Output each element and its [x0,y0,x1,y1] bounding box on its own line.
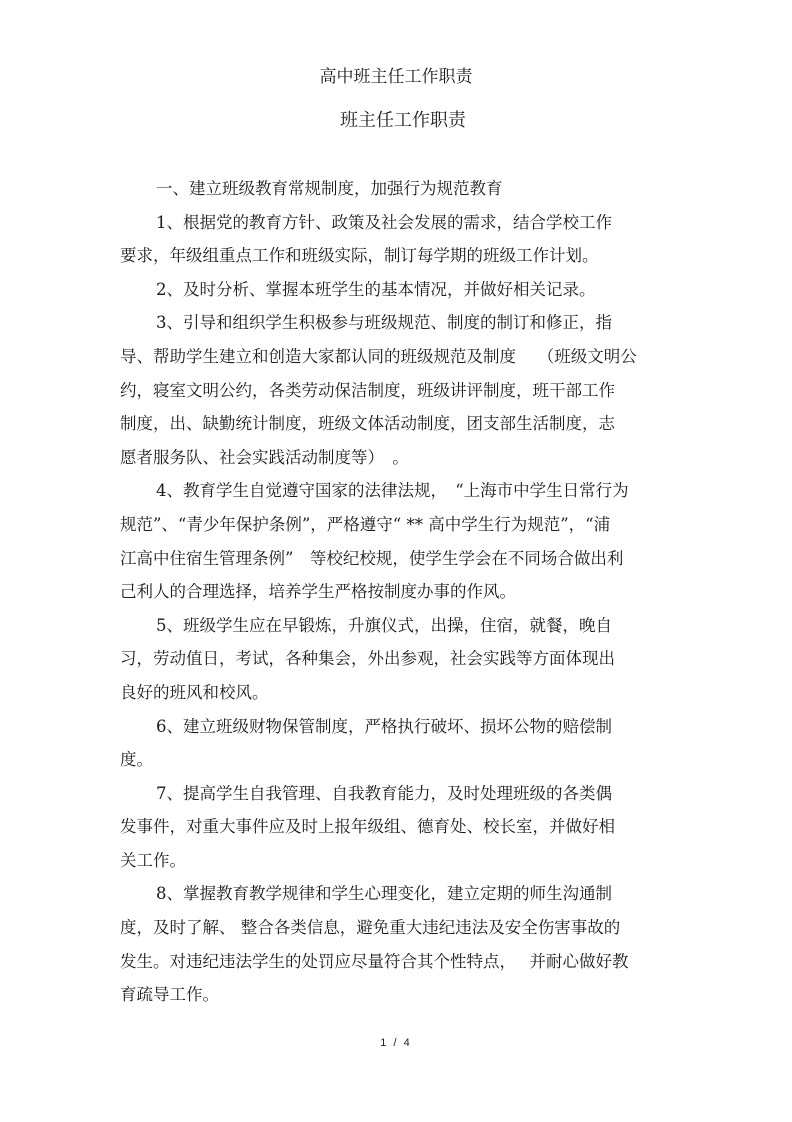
paragraph-line: 6、建立班级财物保管制度，严格执行破坏、损坏公物的赔偿制 [156,716,612,736]
paragraph-line: 8、掌握教育教学规律和学生心理变化，建立定期的师生沟通制 [156,884,612,904]
paragraph-line: 要求，年级组重点工作和班级实际，制订每学期的班级工作计划。 [120,246,599,266]
paragraph-line: 导、帮助学生建立和创造大家都认同的班级规范及制度 （班级文明公 [120,346,637,366]
paragraph-line: 发生。对违纪违法学生的处罚应尽量符合其个性特点， 并耐心做好教 [120,951,629,971]
paragraph-line: 规范”、“青少年保护条例”，严格遵守“ ** 高中学生行为规范”，“浦 [120,514,611,534]
paragraph-line: 江高中住宿生管理条例” 等校纪校规，使学生学会在不同场合做出利 [120,548,624,568]
paragraph-line: 7、提高学生自我管理、自我教育能力，及时处理班级的各类偶 [156,783,612,803]
paragraph-line: 育疏导工作。 [120,985,219,1005]
paragraph-line: 3、引导和组织学生积极参与班级规范、制度的制订和修正，指 [156,313,612,333]
paragraph-line: 发事件，对重大事件应及时上报年级组、德育处、校长室，并做好相 [120,817,615,837]
paragraph-line: 制度，出、缺勤统计制度，班级文体活动制度，团支部生活制度，志 [120,414,615,434]
paragraph-line: 5、班级学生应在早锻炼，升旗仪式，出操，住宿，就餐，晚自 [156,615,612,635]
paragraph-line: 约，寝室文明公约，各类劳动保洁制度，班级讲评制度，班干部工作 [120,380,615,400]
paragraph-line: 4、教育学生自觉遵守国家的法律法规， “上海市中学生日常行为 [156,481,629,501]
paragraph-line: 度。 [120,750,153,770]
paragraph-line: 愿者服务队、社会实践活动制度等） 。 [120,447,409,467]
document-subtitle: 班主任工作职责 [340,110,466,131]
paragraph-line: 己利人的合理选择，培养学生严格按制度办事的作风。 [120,582,516,602]
paragraph-line: 良好的班风和校风。 [120,682,269,702]
page-number: 1 / 4 [380,1037,412,1049]
paragraph-line: 关工作。 [120,850,186,870]
paragraph-line: 度，及时了解、 整合各类信息，避免重大违纪违法及安全伤害事故的 [120,918,621,938]
paragraph-line: 2、及时分析、掌握本班学生的基本情况，并做好相关记录。 [156,279,596,299]
paragraph-line: 习，劳动值日，考试，各种集会，外出参观，社会实践等方面体现出 [120,649,615,669]
section-heading: 一、建立班级教育常规制度，加强行为规范教育 [156,179,503,198]
paragraph-line: 1、根据党的教育方针、政策及社会发展的需求，结合学校工作 [156,212,612,232]
document-title: 高中班主任工作职责 [319,67,473,87]
document-body [120,172,668,1012]
